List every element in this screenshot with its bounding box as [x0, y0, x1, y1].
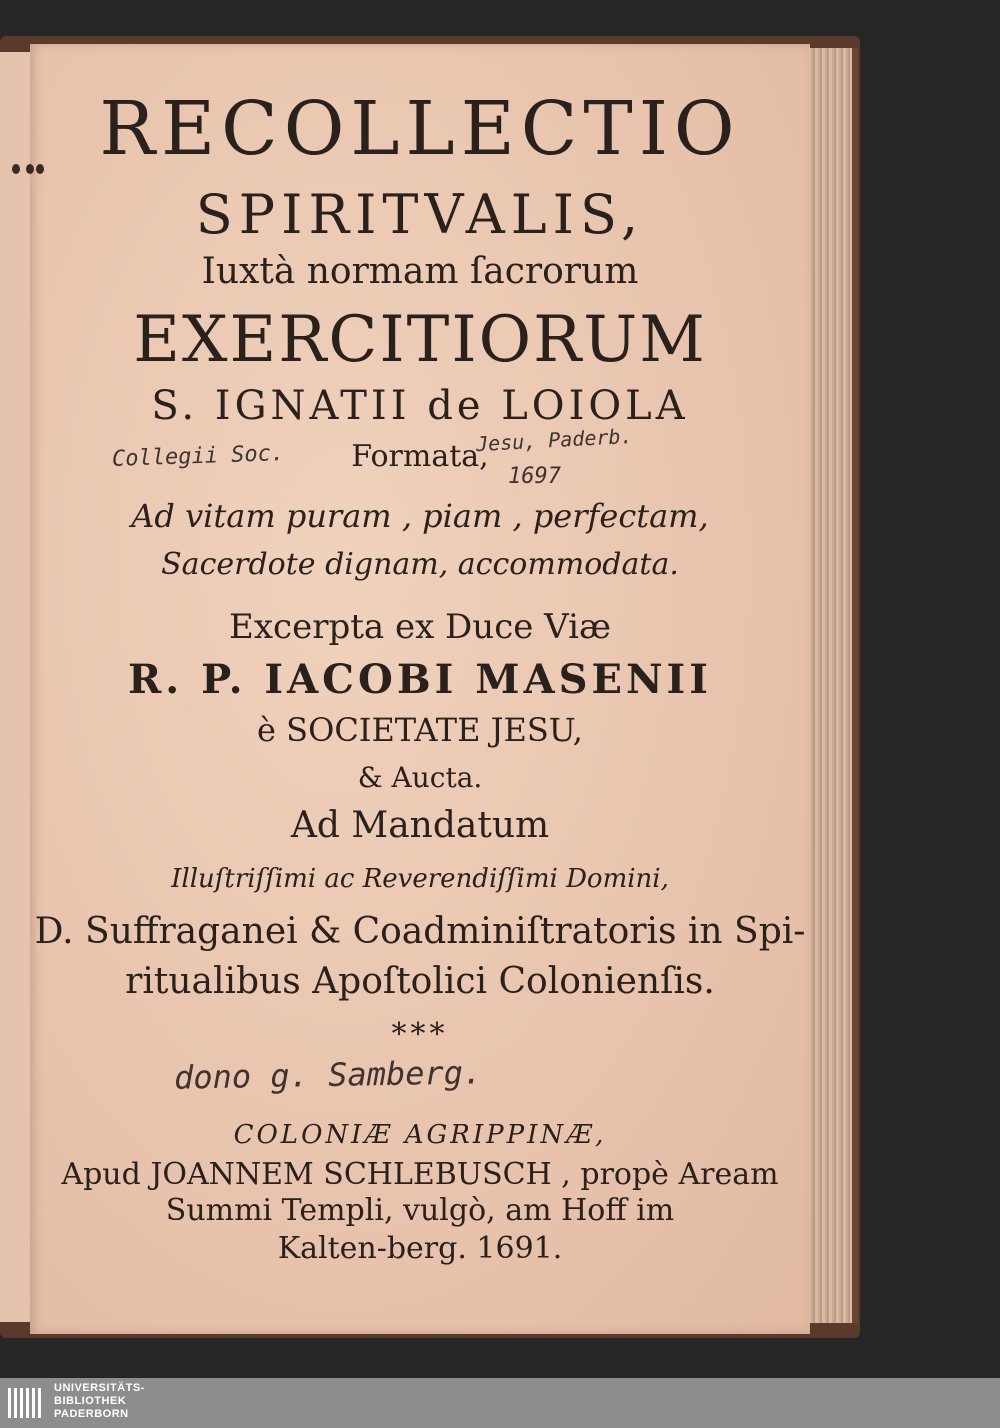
title-line-recollectio: RECOLLECTIO — [99, 86, 741, 172]
page-edges — [808, 48, 858, 1323]
handwritten-note-year: 1697 — [508, 464, 561, 489]
title-line-excerpta: Excerpta ex Duce Viæ — [229, 607, 611, 647]
logo-line-3: PADERBORN — [54, 1408, 129, 1420]
library-footer-bar — [0, 1378, 1000, 1428]
title-line-iuxta: Iuxtà normam ſacrorum — [201, 251, 639, 292]
imprint-address: Summi Templi, vulgò, am Hoff im — [165, 1193, 675, 1228]
title-line-spiritualis: SPIRITVALIS, — [195, 183, 645, 246]
imprint-date: Kalten-berg. 1691. — [277, 1231, 563, 1266]
title-line-aucta: & Aucta. — [357, 761, 483, 794]
library-logo-icon — [6, 1384, 44, 1422]
title-line-ad-mandatum: Ad Mandatum — [290, 805, 550, 846]
title-line-ritualibus: ritualibus Apoſtolici Colonienſis. — [125, 961, 715, 1002]
title-line-sacerdote: Sacerdote dignam, accommodata. — [161, 547, 679, 582]
title-line-ignatii: S. IGNATII de LOIOLA — [151, 383, 689, 429]
handwritten-provenance-note: dono g. Samberg. — [173, 1053, 483, 1097]
title-line-illustrissimi: Illuſtriſſimi ac Reverendiſſimi Domini, — [171, 864, 669, 894]
title-line-suffraganei: D. Suffraganei & Coadminiſtratoris in Spi- — [34, 911, 806, 952]
title-line-masenii: R. P. IACOBI MASENII — [128, 656, 712, 703]
imprint-printer: Apud JOANNEM SCHLEBUSCH , propè Aream — [61, 1157, 779, 1192]
ornament-asterisks: *** — [391, 1017, 449, 1052]
handwritten-note-right: Jesu, Paderb. — [475, 423, 634, 457]
title-line-exercitiorum: EXERCITIORUM — [133, 303, 707, 377]
library-logo-text — [54, 1382, 145, 1421]
title-line-ad-vitam: Ad vitam puram , piam , perfectam, — [131, 497, 709, 535]
left-page-edge — [0, 52, 34, 1322]
handwritten-note-left: Collegii Soc. — [111, 441, 285, 472]
imprint-place: COLONIÆ AGRIPPINÆ, — [233, 1120, 607, 1150]
title-line-societate: è SOCIETATE JESU, — [257, 711, 583, 749]
wormhole-mark — [12, 164, 20, 174]
logo-line-1: UNIVERSITÄTS- — [54, 1382, 145, 1394]
title-line-formata: Formata, — [351, 439, 489, 474]
logo-line-2: BIBLIOTHEK — [54, 1395, 127, 1407]
